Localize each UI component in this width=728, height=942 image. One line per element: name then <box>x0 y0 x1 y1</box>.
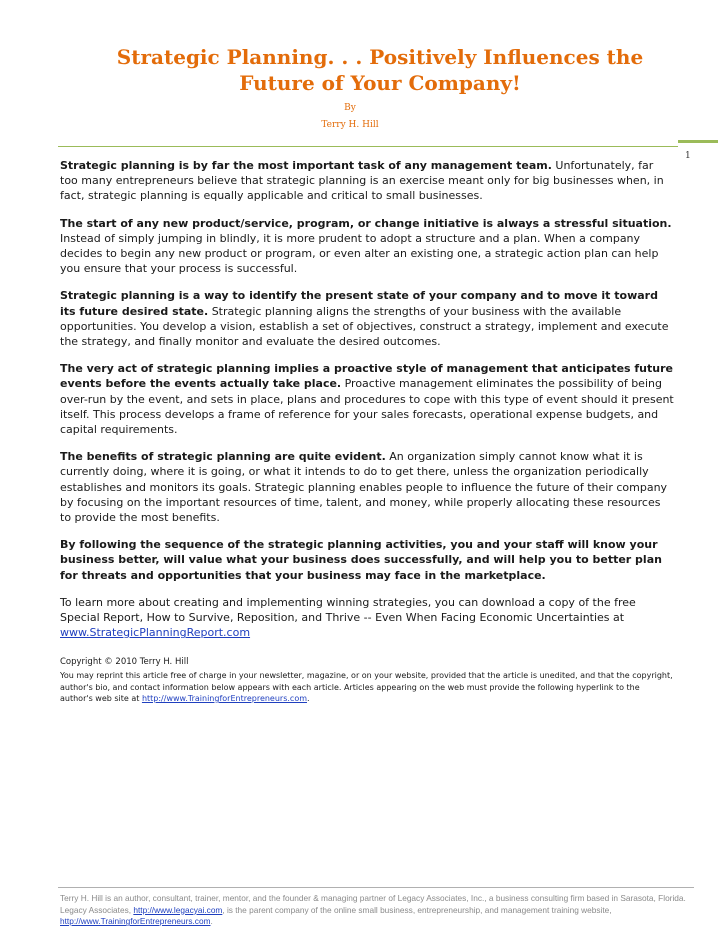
paragraph-lead: Strategic planning is by far the most important task of any management team. <box>60 159 552 172</box>
paragraph <box>60 158 674 204</box>
article-body <box>60 158 674 652</box>
paragraph-text: Proactive management eliminates the possibility of being over-run by the event, and sets in place, plans and procedures to cope with this type of event should it present itself. This process develops a frame of reference for your sales forecasts, operational expense budgets, and capital requirements. <box>60 377 674 437</box>
paragraph-text: An organization simply cannot know what it is currently doing, where it is going, or what it intends to do to get there, unless the organization periodically establishes and monitors its goals. Strategic planning enables people to influence the future of their company by focusing on the important resources of time, talent, and money, while properly allocating these resources to provide the most benefits. <box>60 450 668 525</box>
paragraph <box>60 449 674 525</box>
learn-more-text: To learn more about creating and implementing winning strategies, you can download a copy of the free Special Report, How to Survive, Reposition, and Thrive -- Even When Facing Economic Uncertainties at <box>60 595 636 625</box>
footer-rule <box>58 887 694 888</box>
reprint-text: You may reprint this article free of charge in your newsletter, magazine, or on your website, provided that the article is unedited, and that the copyright, author's bio, and contact information below appears with each article. Articles appearing on the web must provide the following hyperlink to the author's web site at <box>60 671 673 703</box>
footer-text-1: Terry H. Hill is an author, consultant, trainer, mentor, and the founder & managing partner of Legacy Associates, Inc., a business consulting firm based in Sarasota, Florida. Legacy Associates, <box>60 893 686 915</box>
footer-text-2: , is the parent company of the online small business, entrepreneurship, and management training website, <box>222 904 612 915</box>
author-bio-footer <box>60 893 696 928</box>
byline-by: By <box>344 103 356 113</box>
footer-end: . <box>210 916 213 927</box>
paragraph-lead: The start of any new product/service, program, or change initiative is always a stressful situation. <box>60 216 672 230</box>
paragraph-lead: The benefits of strategic planning are quite evident. <box>60 450 386 464</box>
legacy-website-link[interactable]: http://www.legacyai.com <box>133 904 223 915</box>
learn-more-paragraph <box>60 595 674 641</box>
paragraph <box>60 288 674 349</box>
training-website-link[interactable]: http://www.TrainingforEntrepreneurs.com <box>141 694 308 703</box>
paragraph-text: Instead of simply jumping in blindly, it is more prudent to adopt a structure and a plan. When a company decides to begin any new product or program, or even alter an existing one, a strategic action plan can help you ensure that your process is successful. <box>60 231 659 276</box>
copyright-notice: Copyright © 2010 Terry H. Hill <box>60 657 189 667</box>
paragraph-lead: By following the sequence of the strategic planning activities, you and your staff will know your business better, will value what your business does successfully, and will help you to better plan for threats and opportunities that your business may face in the marketplace. <box>60 538 662 582</box>
paragraph-lead: Strategic planning is a way to identify the present state of your company and to move it toward its future desired state. <box>60 289 658 318</box>
byline-author: Terry H. Hill <box>321 120 379 130</box>
reprint-end: . <box>307 694 310 703</box>
paragraph <box>60 361 674 437</box>
paragraph-lead: The very act of strategic planning implies a proactive style of management that anticipates future events before the events actually take place. <box>60 362 673 391</box>
header-rule-accent <box>678 140 718 143</box>
title-line-2: Future of Your Company! <box>239 71 521 95</box>
paragraph <box>60 537 674 583</box>
paragraph-text: Unfortunately, far too many entrepreneurs believe that strategic planning is an exercise meant only for big businesses when, in fact, strategic planning is equally applicable and critical to small businesses. <box>60 159 664 203</box>
paragraph <box>60 216 674 277</box>
page-number: 1 <box>685 151 691 161</box>
reprint-notice <box>60 670 674 705</box>
footer-training-link[interactable]: http://www.TrainingforEntrepreneurs.com <box>60 916 211 927</box>
title-line-1: Strategic Planning. . . Positively Influences the <box>116 45 644 69</box>
header-rule <box>58 146 678 147</box>
paragraph-text: Strategic planning aligns the strengths of your business with the available opportunities. You develop a vision, establish a set of objectives, construct a strategy, implement and execute the strategy, and finally monitor and evaluate the desired outcomes. <box>60 304 669 349</box>
strategic-planning-report-link[interactable]: www.StrategicPlanningReport.com <box>60 626 251 640</box>
article-title <box>60 44 700 96</box>
